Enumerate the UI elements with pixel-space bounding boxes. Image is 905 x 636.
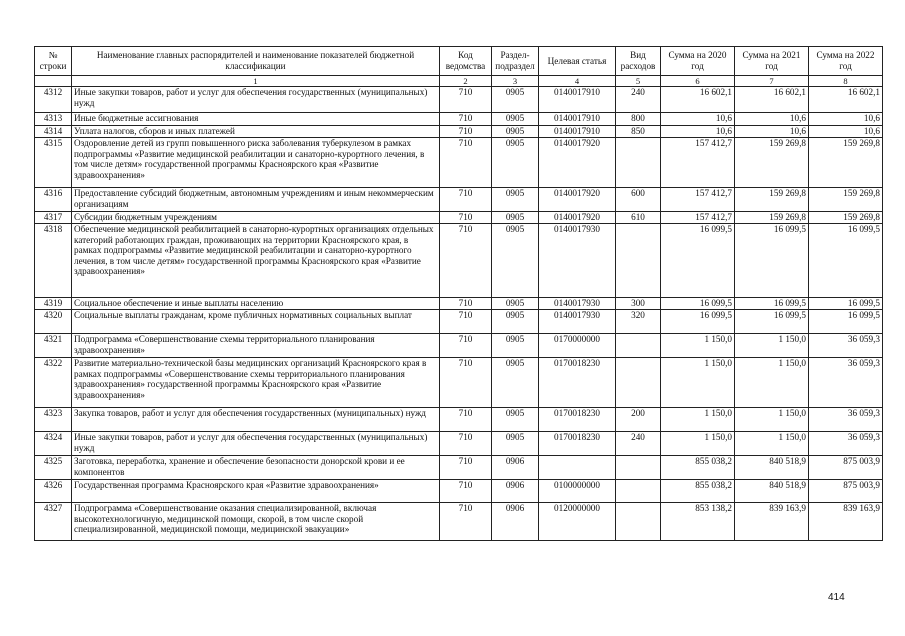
sum-2022: 839 163,9 — [809, 503, 883, 541]
sum-2022: 16 099,5 — [809, 298, 883, 310]
row-number: 4322 — [35, 358, 72, 408]
expense-type: 320 — [616, 310, 661, 334]
dept-code: 710 — [440, 188, 492, 212]
sum-2021: 10,6 — [735, 113, 809, 126]
target-article: 0140017920 — [539, 188, 616, 212]
row-number: 4315 — [35, 138, 72, 188]
header-sum-2022: Сумма на 2022 год — [809, 47, 883, 76]
row-name: Субсидии бюджетным учреждениям — [72, 212, 440, 224]
row-number: 4316 — [35, 188, 72, 212]
section-code: 0905 — [492, 334, 539, 358]
row-name: Оздоровление детей из групп повышенного риска заболевания туберкулезом в рамках подпрограммы «Развитие медицинской реабилитации и санаторно-курортного лечения, в том числе детям» государственной программы Красноярского края «Развитие здравоохранения» — [72, 138, 440, 188]
section-code: 0905 — [492, 113, 539, 126]
table-row — [35, 503, 883, 541]
sum-2020: 16 099,5 — [661, 224, 735, 298]
row-number: 4314 — [35, 126, 72, 138]
table-row — [35, 298, 883, 310]
row-name: Предоставление субсидий бюджетным, автономным учреждениям и иным некоммерческим организациям — [72, 188, 440, 212]
table-row — [35, 456, 883, 480]
sum-2022: 36 059,3 — [809, 408, 883, 432]
sum-2022: 16 602,1 — [809, 87, 883, 113]
sum-2021: 16 602,1 — [735, 87, 809, 113]
dept-code: 710 — [440, 224, 492, 298]
row-name: Обеспечение медицинской реабилитацией в санаторно-курортных организациях отдельных категорий работающих граждан, проживающих на территории Красноярского края, в рамках подпрограммы «Развитие медицинской реабилитации и санаторно-курортного лечения, в том числе детям» государственной программы Красноярского края «Развитие здравоохранения» — [72, 224, 440, 298]
expense-type: 850 — [616, 126, 661, 138]
sum-2021: 1 150,0 — [735, 432, 809, 456]
dept-code: 710 — [440, 480, 492, 503]
expense-type — [616, 224, 661, 298]
row-name: Развитие материально-технической базы медицинских организаций Красноярского края в рамках подпрограммы «Совершенствование схемы территориального планирования здравоохранения» государственной программы Красноярского края «Развитие здравоохранения» — [72, 358, 440, 408]
column-number: 1 — [72, 76, 440, 87]
row-name: Подпрограмма «Совершенствование схемы территориального планирования здравоохранения» — [72, 334, 440, 358]
sum-2022: 16 099,5 — [809, 224, 883, 298]
row-number: 4325 — [35, 456, 72, 480]
section-code: 0906 — [492, 456, 539, 480]
sum-2021: 16 099,5 — [735, 298, 809, 310]
target-article: 0170018230 — [539, 432, 616, 456]
section-code: 0906 — [492, 480, 539, 503]
header-sum-2021: Сумма на 2021 год — [735, 47, 809, 76]
section-code: 0905 — [492, 310, 539, 334]
table-row — [35, 113, 883, 126]
dept-code: 710 — [440, 212, 492, 224]
sum-2020: 16 602,1 — [661, 87, 735, 113]
sum-2020: 853 138,2 — [661, 503, 735, 541]
row-name: Социальные выплаты гражданам, кроме публичных нормативных социальных выплат — [72, 310, 440, 334]
header-sum-2020: Сумма на 2020 год — [661, 47, 735, 76]
target-article: 0170000000 — [539, 334, 616, 358]
sum-2022: 875 003,9 — [809, 480, 883, 503]
dept-code: 710 — [440, 126, 492, 138]
expense-type: 240 — [616, 87, 661, 113]
target-article: 0140017930 — [539, 298, 616, 310]
column-number — [35, 76, 72, 87]
row-name: Подпрограмма «Совершенствование оказания специализированной, включая высокотехнологичную, медицинской помощи, скорой, в том числе скорой специализированной, медицинской помощи, медицинской эвакуации» — [72, 503, 440, 541]
sum-2020: 1 150,0 — [661, 358, 735, 408]
section-code: 0905 — [492, 224, 539, 298]
target-article — [539, 456, 616, 480]
expense-type: 240 — [616, 432, 661, 456]
table-row — [35, 432, 883, 456]
expense-type: 610 — [616, 212, 661, 224]
section-code: 0905 — [492, 138, 539, 188]
sum-2020: 157 412,7 — [661, 188, 735, 212]
row-number: 4313 — [35, 113, 72, 126]
row-number: 4320 — [35, 310, 72, 334]
table-row — [35, 224, 883, 298]
row-name: Закупка товаров, работ и услуг для обеспечения государственных (муниципальных) нужд — [72, 408, 440, 432]
header-section: Раздел-подраздел — [492, 47, 539, 76]
expense-type — [616, 456, 661, 480]
dept-code: 710 — [440, 298, 492, 310]
dept-code: 710 — [440, 503, 492, 541]
row-number: 4323 — [35, 408, 72, 432]
sum-2020: 16 099,5 — [661, 310, 735, 334]
sum-2020: 157 412,7 — [661, 138, 735, 188]
sum-2022: 159 269,8 — [809, 188, 883, 212]
sum-2022: 36 059,3 — [809, 334, 883, 358]
table-row — [35, 408, 883, 432]
target-article: 0140017910 — [539, 126, 616, 138]
sum-2021: 1 150,0 — [735, 358, 809, 408]
row-name: Иные закупки товаров, работ и услуг для обеспечения государственных (муниципальных) нужд — [72, 432, 440, 456]
sum-2021: 10,6 — [735, 126, 809, 138]
sum-2022: 875 003,9 — [809, 456, 883, 480]
header-row — [35, 47, 883, 76]
header-row-number: № строки — [35, 47, 72, 76]
sum-2022: 159 269,8 — [809, 138, 883, 188]
dept-code: 710 — [440, 138, 492, 188]
sum-2021: 159 269,8 — [735, 212, 809, 224]
section-code: 0905 — [492, 188, 539, 212]
row-number: 4317 — [35, 212, 72, 224]
sum-2021: 840 518,9 — [735, 480, 809, 503]
row-number: 4321 — [35, 334, 72, 358]
dept-code: 710 — [440, 456, 492, 480]
section-code: 0906 — [492, 503, 539, 541]
row-name: Государственная программа Красноярского края «Развитие здравоохранения» — [72, 480, 440, 503]
column-number: 5 — [616, 76, 661, 87]
target-article: 0120000000 — [539, 503, 616, 541]
table-row — [35, 310, 883, 334]
sum-2021: 839 163,9 — [735, 503, 809, 541]
expense-type: 200 — [616, 408, 661, 432]
row-name: Социальное обеспечение и иные выплаты населению — [72, 298, 440, 310]
sum-2022: 16 099,5 — [809, 310, 883, 334]
sum-2020: 10,6 — [661, 113, 735, 126]
target-article: 0170018230 — [539, 358, 616, 408]
sum-2021: 16 099,5 — [735, 310, 809, 334]
header-target-article: Целевая статья — [539, 47, 616, 76]
target-article: 0140017930 — [539, 224, 616, 298]
table-row — [35, 358, 883, 408]
header-expense-type: Вид расходов — [616, 47, 661, 76]
header-dept-code: Код ведомства — [440, 47, 492, 76]
target-article: 0170018230 — [539, 408, 616, 432]
dept-code: 710 — [440, 113, 492, 126]
dept-code: 710 — [440, 87, 492, 113]
sum-2021: 840 518,9 — [735, 456, 809, 480]
expense-type — [616, 334, 661, 358]
sum-2020: 1 150,0 — [661, 432, 735, 456]
sum-2020: 1 150,0 — [661, 334, 735, 358]
column-number: 2 — [440, 76, 492, 87]
sum-2020: 10,6 — [661, 126, 735, 138]
dept-code: 710 — [440, 408, 492, 432]
column-number: 4 — [539, 76, 616, 87]
section-code: 0905 — [492, 87, 539, 113]
sum-2021: 159 269,8 — [735, 138, 809, 188]
row-number: 4324 — [35, 432, 72, 456]
dept-code: 710 — [440, 334, 492, 358]
dept-code: 710 — [440, 432, 492, 456]
sum-2022: 10,6 — [809, 126, 883, 138]
row-number: 4318 — [35, 224, 72, 298]
table-row — [35, 188, 883, 212]
sum-2022: 36 059,3 — [809, 358, 883, 408]
column-number: 8 — [809, 76, 883, 87]
sum-2022: 159 269,8 — [809, 212, 883, 224]
sum-2020: 855 038,2 — [661, 456, 735, 480]
expense-type: 600 — [616, 188, 661, 212]
row-number: 4326 — [35, 480, 72, 503]
section-code: 0905 — [492, 358, 539, 408]
column-number: 7 — [735, 76, 809, 87]
sum-2021: 1 150,0 — [735, 334, 809, 358]
sum-2020: 855 038,2 — [661, 480, 735, 503]
budget-table — [34, 46, 883, 541]
sum-2021: 16 099,5 — [735, 224, 809, 298]
row-number: 4327 — [35, 503, 72, 541]
row-number: 4312 — [35, 87, 72, 113]
header-name: Наименование главных распорядителей и наименование показателей бюджетной классификации — [72, 47, 440, 76]
column-number: 3 — [492, 76, 539, 87]
table-row — [35, 334, 883, 358]
dept-code: 710 — [440, 310, 492, 334]
row-name: Заготовка, переработка, хранение и обеспечение безопасности донорской крови и ее компонентов — [72, 456, 440, 480]
target-article: 0140017930 — [539, 310, 616, 334]
expense-type — [616, 480, 661, 503]
table-row — [35, 126, 883, 138]
dept-code: 710 — [440, 358, 492, 408]
section-code: 0905 — [492, 126, 539, 138]
column-number-row — [35, 76, 883, 87]
page-number: 414 — [828, 592, 845, 603]
target-article: 0140017920 — [539, 138, 616, 188]
expense-type: 800 — [616, 113, 661, 126]
row-number: 4319 — [35, 298, 72, 310]
table-row — [35, 480, 883, 503]
column-number: 6 — [661, 76, 735, 87]
target-article: 0140017910 — [539, 87, 616, 113]
target-article: 0140017910 — [539, 113, 616, 126]
sum-2021: 159 269,8 — [735, 188, 809, 212]
row-name: Иные бюджетные ассигнования — [72, 113, 440, 126]
section-code: 0905 — [492, 212, 539, 224]
sum-2022: 10,6 — [809, 113, 883, 126]
table-row — [35, 212, 883, 224]
section-code: 0905 — [492, 432, 539, 456]
target-article: 0140017920 — [539, 212, 616, 224]
expense-type — [616, 138, 661, 188]
expense-type — [616, 503, 661, 541]
row-name: Уплата налогов, сборов и иных платежей — [72, 126, 440, 138]
row-name: Иные закупки товаров, работ и услуг для обеспечения государственных (муниципальных) нужд — [72, 87, 440, 113]
table-row — [35, 87, 883, 113]
sum-2021: 1 150,0 — [735, 408, 809, 432]
sum-2020: 157 412,7 — [661, 212, 735, 224]
sum-2022: 36 059,3 — [809, 432, 883, 456]
target-article: 0100000000 — [539, 480, 616, 503]
expense-type: 300 — [616, 298, 661, 310]
sum-2020: 16 099,5 — [661, 298, 735, 310]
table-row — [35, 138, 883, 188]
section-code: 0905 — [492, 298, 539, 310]
section-code: 0905 — [492, 408, 539, 432]
sum-2020: 1 150,0 — [661, 408, 735, 432]
expense-type — [616, 358, 661, 408]
